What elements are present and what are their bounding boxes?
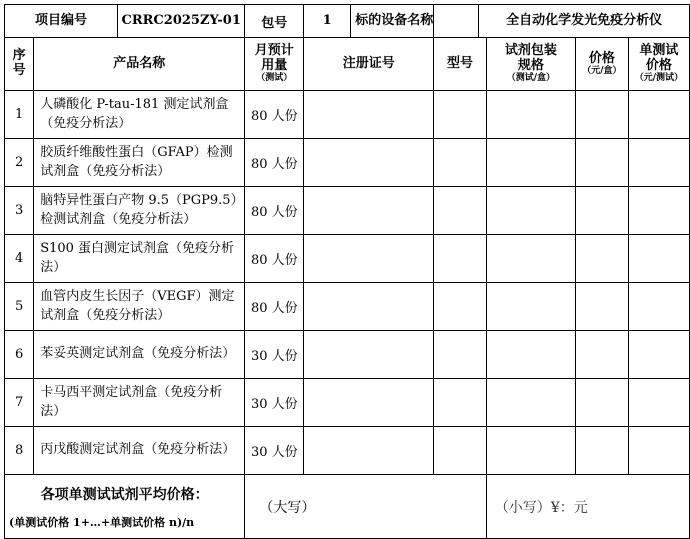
col-model: 型号 — [434, 38, 487, 91]
package-label: 包号 — [245, 5, 304, 38]
quotation-table — [4, 4, 690, 539]
col-pack-spec: 试剂包装规格 （测试/盒） — [486, 38, 575, 91]
col-unit-test-price: 单测试价格 （元/测试） — [628, 38, 689, 91]
table-row: 3 脑特异性蛋白产物 9.5（PGP9.5）检测试剂盒（免疫分析法） 80 人份 — [5, 187, 690, 235]
equipment-name: 全自动化学发光免疫分析仪 — [506, 13, 663, 28]
table-row: 7 卡马西平测定试剂盒（免疫分析法） 30 人份 — [5, 379, 690, 427]
project-no-value: CRRC2025ZY-01 — [121, 13, 241, 28]
footer-row — [5, 475, 690, 539]
numeric-amount-field[interactable]: （小写）¥：元 — [486, 475, 689, 539]
col-registration-no: 注册证号 — [304, 38, 434, 91]
col-product-name: 产品名称 — [34, 38, 245, 91]
average-price-formula: (单测试价格 1+…+单测试价格 n)/n — [9, 515, 195, 529]
table-row: 8 丙戊酸测定试剂盒（免疫分析法） 30 人份 — [5, 427, 690, 475]
capital-amount-field[interactable]: （大写） — [245, 475, 486, 539]
product-name: 血管内皮生长因子（VEGF）测定试剂盒（免疫分析法） — [34, 283, 245, 331]
table-row: 1 人磷酸化 P-tau-181 测定试剂盒（免疫分析法） 80 人份 — [5, 91, 690, 139]
table-row: 4 S100 蛋白测定试剂盒（免疫分析法） 80 人份 — [5, 235, 690, 283]
col-monthly-usage: 月预计用量 （测试） — [245, 38, 304, 91]
table-row: 2 胶质纤维酸性蛋白（GFAP）检测试剂盒（免疫分析法） 80 人份 — [5, 139, 690, 187]
package-no-value: 1 — [304, 5, 351, 37]
product-name: 丙戊酸测定试剂盒（免疫分析法） — [34, 427, 245, 475]
header-row — [5, 5, 690, 38]
product-name: S100 蛋白测定试剂盒（免疫分析法） — [34, 235, 245, 283]
col-price: 价格 （元/盒） — [576, 38, 629, 91]
product-name: 苯妥英测定试剂盒（免疫分析法） — [34, 331, 245, 379]
average-price-label: 各项单测试试剂平均价格： (单测试价格 1+…+单测试价格 n)/n — [5, 475, 245, 539]
product-name: 脑特异性蛋白产物 9.5（PGP9.5）检测试剂盒（免疫分析法） — [34, 187, 245, 235]
project-no-label: 项目编号 — [5, 5, 118, 37]
equipment-label: 标的设备名称 — [355, 13, 434, 28]
table-row: 5 血管内皮生长因子（VEGF）测定试剂盒（免疫分析法） 80 人份 — [5, 283, 690, 331]
product-name: 卡马西平测定试剂盒（免疫分析法） — [34, 379, 245, 427]
column-header-row — [5, 38, 690, 91]
product-name: 胶质纤维酸性蛋白（GFAP）检测试剂盒（免疫分析法） — [34, 139, 245, 187]
table-row: 6 苯妥英测定试剂盒（免疫分析法） 30 人份 — [5, 331, 690, 379]
col-seq: 序号 — [5, 38, 34, 91]
product-name: 人磷酸化 P-tau-181 测定试剂盒（免疫分析法） — [34, 91, 245, 139]
